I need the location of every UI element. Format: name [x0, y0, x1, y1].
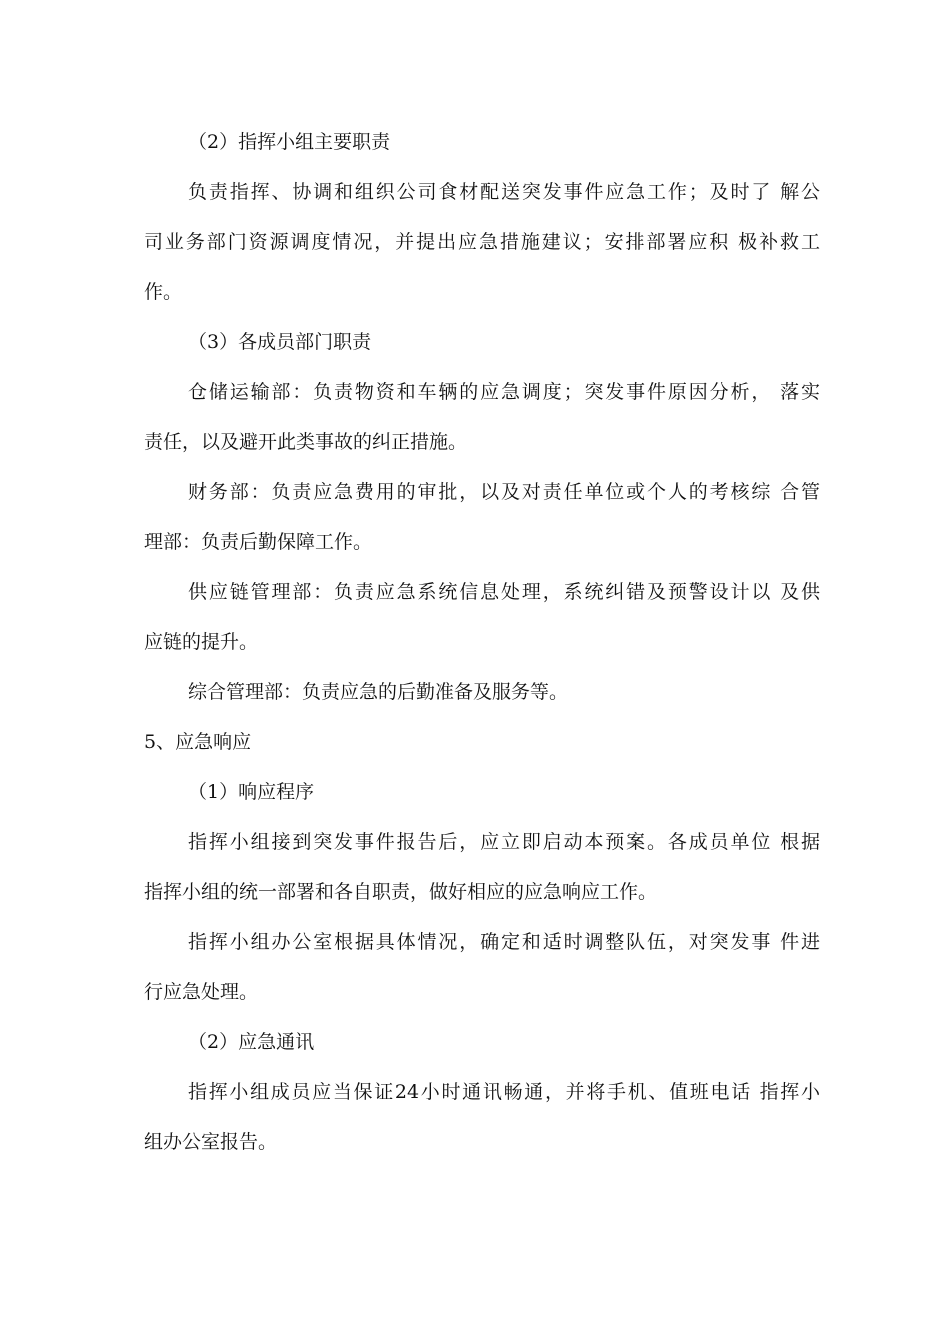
subheading-emergency-communication: （2）应急通讯	[188, 1031, 315, 1053]
paragraph-line: 理部：负责后勤保障工作。	[144, 531, 373, 553]
paragraph-line: 负责指挥、协调和组织公司食材配送突发事件应急工作；及时了 解公	[188, 181, 820, 203]
paragraph-line: 综合管理部：负责应急的后勤准备及服务等。	[188, 681, 569, 703]
paragraph-line: 财务部：负责应急费用的审批，以及对责任单位或个人的考核综 合管	[188, 481, 820, 503]
paragraph-line: 行应急处理。	[144, 981, 259, 1003]
paragraph-line: 组办公室报告。	[144, 1131, 278, 1153]
paragraph-line: 指挥小组办公室根据具体情况，确定和适时调整队伍，对突发事 件进	[188, 931, 820, 953]
paragraph-line: 作。	[144, 281, 183, 303]
section-heading-emergency-response: 5、应急响应	[144, 731, 252, 753]
paragraph-line: 应链的提升。	[144, 631, 259, 653]
paragraph-line: 指挥小组的统一部署和各自职责，做好相应的应急响应工作。	[144, 881, 658, 903]
paragraph-line: 责任，以及避开此类事故的纠正措施。	[144, 431, 468, 453]
paragraph-line: 仓储运输部：负责物资和车辆的应急调度；突发事件原因分析， 落实	[188, 381, 820, 403]
subheading-command-group-duties: （2）指挥小组主要职责	[188, 131, 391, 153]
paragraph-line: 指挥小组接到突发事件报告后，应立即启动本预案。各成员单位 根据	[188, 831, 820, 853]
subheading-member-dept-duties: （3）各成员部门职责	[188, 331, 372, 353]
paragraph-line: 指挥小组成员应当保证24小时通讯畅通，并将手机、值班电话 指挥小	[188, 1081, 820, 1103]
document-body	[144, 117, 820, 1167]
subheading-response-procedure: （1）响应程序	[188, 781, 315, 803]
paragraph-line: 司业务部门资源调度情况，并提出应急措施建议；安排部署应积 极补救工	[144, 231, 820, 253]
paragraph-line: 供应链管理部：负责应急系统信息处理，系统纠错及预警设计以 及供	[188, 581, 820, 603]
